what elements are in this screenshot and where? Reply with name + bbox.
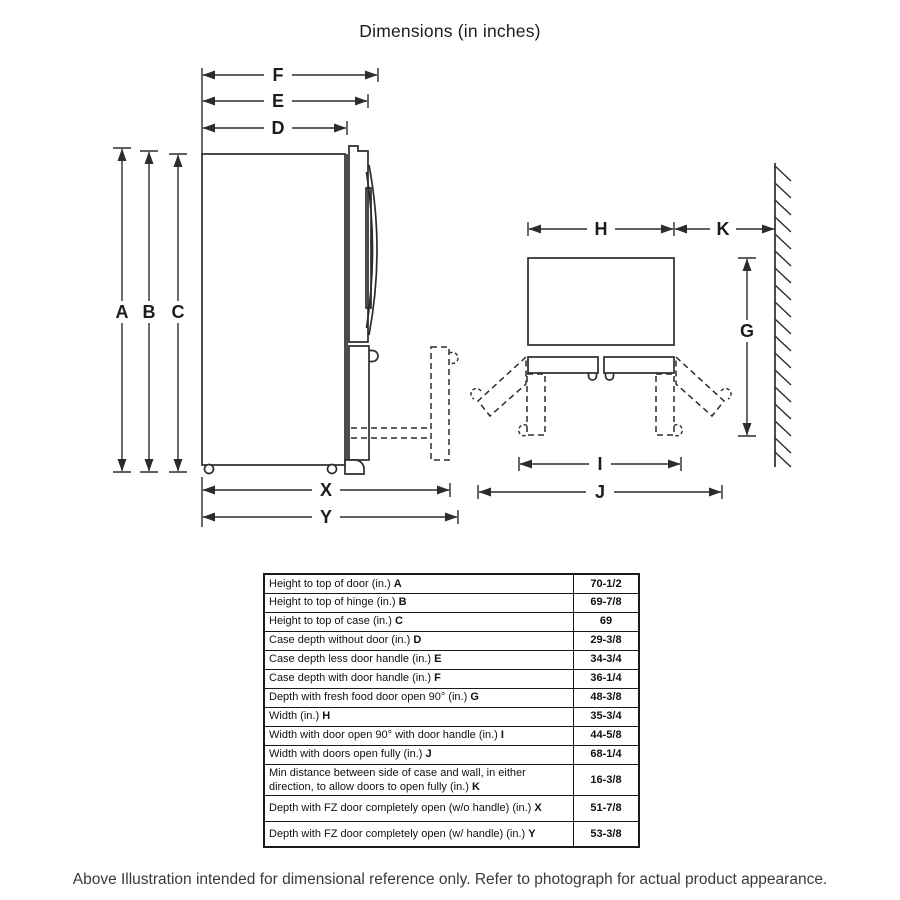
dimension-label: Depth with FZ door completely open (w/ handle) (in.) [269, 827, 526, 840]
dimension-label: Width with door open 90° with door handle (in.) [269, 729, 498, 742]
dimension-label: Case depth without door (in.) [269, 634, 411, 647]
dimension-label: Depth with fresh food door open 90° (in.) [269, 691, 468, 704]
wall-hatching [775, 166, 791, 467]
drawer-rails-dashed [351, 428, 431, 438]
dimension-letter: D [413, 634, 422, 647]
freezer-handle-open-dashed [449, 353, 458, 364]
dimension-value-cell: 51-7/8 [574, 795, 640, 821]
dimension-value-cell: 69-7/8 [574, 593, 640, 612]
dimension-label-cell [264, 707, 574, 726]
right-door-top [604, 357, 674, 373]
table-row [264, 707, 639, 726]
table-row [264, 726, 639, 745]
dimension-letter: A [393, 577, 402, 590]
freezer-foot [345, 460, 364, 474]
freezer-door-open-dashed [431, 347, 449, 460]
dimension-label-cell [264, 669, 574, 688]
dimension-letter: K [472, 780, 480, 793]
dimension-label-cell [264, 726, 574, 745]
dimension-value-cell: 36-1/4 [574, 669, 640, 688]
left-door-open-90 [527, 374, 545, 435]
right-door-90-handle [674, 425, 682, 436]
fresh-food-door [349, 146, 368, 342]
dimension-label: Width with doors open fully (in.) [269, 748, 423, 761]
dimension-value-cell: 35-3/4 [574, 707, 640, 726]
table-row [264, 795, 639, 821]
dim-label-J: J [594, 482, 606, 502]
dimensions-table [263, 573, 640, 848]
dimension-label: Height to top of case (in.) [269, 615, 392, 628]
table-row [264, 574, 639, 593]
dimension-label-cell [264, 612, 574, 631]
dimension-label-cell [264, 574, 574, 593]
rear-wheel [205, 465, 214, 474]
dimension-label-cell [264, 650, 574, 669]
dimension-label: Width (in.) [269, 710, 320, 723]
dim-label-D: D [271, 118, 285, 138]
page-title: Dimensions (in inches) [359, 21, 541, 41]
dimension-letter: J [425, 748, 432, 761]
dimension-label-cell [264, 688, 574, 707]
dimension-value-cell: 48-3/8 [574, 688, 640, 707]
dimension-label: Min distance between side of case and wall, in either direction, to allow doors to open fully (in.) [269, 766, 526, 793]
dimension-label: Height to top of hinge (in.) [269, 596, 396, 609]
dimension-value-cell: 29-3/8 [574, 631, 640, 650]
dimension-letter: H [322, 710, 331, 723]
dim-label-K: K [716, 219, 730, 239]
dimension-value-cell: 70-1/2 [574, 574, 640, 593]
dim-label-A: A [115, 302, 129, 322]
top-view-drawing [471, 163, 791, 467]
dimension-label-cell [264, 745, 574, 764]
dimension-letter: I [500, 729, 504, 742]
dim-label-C: C [171, 302, 185, 322]
dimension-letter: Y [528, 827, 536, 840]
dimension-label-cell [264, 593, 574, 612]
dim-label-H: H [594, 219, 608, 239]
dimension-value-cell: 44-5/8 [574, 726, 640, 745]
dimension-label-cell [264, 764, 574, 795]
right-door-open-90 [656, 374, 674, 435]
table-row [264, 821, 639, 847]
dimension-label-cell [264, 821, 574, 847]
table-row [264, 764, 639, 795]
front-wheel [328, 465, 337, 474]
dimension-value-cell: 16-3/8 [574, 764, 640, 795]
side-view-dimensions [110, 65, 458, 527]
dim-label-B: B [142, 302, 156, 322]
case-side [202, 154, 345, 465]
door-handles-top [589, 373, 614, 380]
table-row [264, 631, 639, 650]
dimension-letter: G [470, 691, 479, 704]
dimension-label: Height to top of door (in.) [269, 577, 391, 590]
dim-label-X: X [319, 480, 333, 500]
dimension-letter: F [434, 672, 441, 685]
freezer-door [349, 346, 369, 460]
footer-disclaimer: Above Illustration intended for dimensional reference only. Refer to photograph for actual product appearance. [72, 871, 828, 888]
table-row [264, 669, 639, 688]
freezer-handle [369, 351, 378, 362]
dimension-label: Case depth less door handle (in.) [269, 653, 432, 666]
dim-label-G: G [739, 321, 755, 341]
dimension-letter: B [398, 596, 407, 609]
dimension-label-cell [264, 631, 574, 650]
right-door-open-full [676, 357, 724, 416]
table-row [264, 745, 639, 764]
left-door-open-full [478, 357, 526, 416]
side-view-drawing [202, 146, 458, 474]
right-door-full-handle [721, 389, 731, 399]
dimension-value-cell: 69 [574, 612, 640, 631]
dim-label-E: E [271, 91, 285, 111]
dimension-value-cell: 53-3/8 [574, 821, 640, 847]
table-row [264, 688, 639, 707]
dimension-letter: X [534, 802, 542, 815]
table-row [264, 650, 639, 669]
dimension-label: Depth with FZ door completely open (w/o handle) (in.) [269, 802, 532, 815]
dimension-letter: C [394, 615, 403, 628]
left-door-90-handle [519, 425, 527, 436]
dim-label-F: F [272, 65, 284, 85]
table-row [264, 593, 639, 612]
left-door-full-handle [471, 389, 481, 399]
dimension-letter: E [434, 653, 442, 666]
dimension-label: Case depth with door handle (in.) [269, 672, 432, 685]
dimension-label-cell [264, 795, 574, 821]
left-door-top [528, 357, 598, 373]
dim-label-I: I [597, 454, 603, 474]
dimension-value-cell: 68-1/4 [574, 745, 640, 764]
dimension-value-cell: 34-3/4 [574, 650, 640, 669]
table-row [264, 612, 639, 631]
dim-label-Y: Y [319, 507, 333, 527]
case-top [528, 258, 674, 345]
